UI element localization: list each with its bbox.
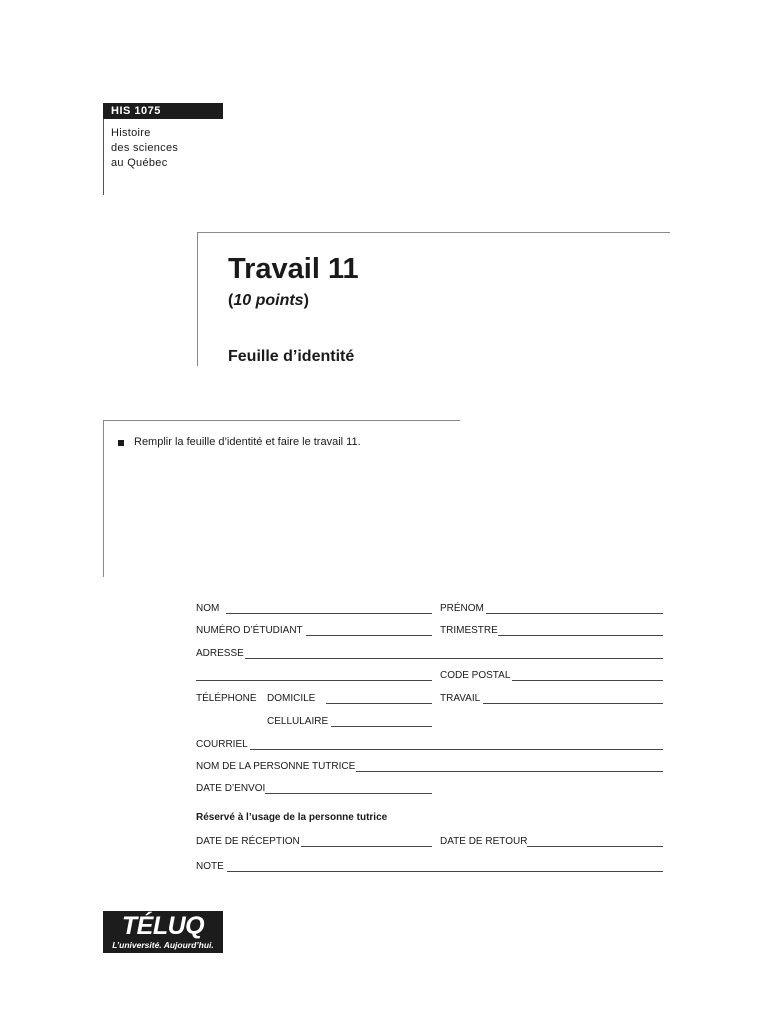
telephone-label: TÉLÉPHONE (196, 693, 257, 704)
course-code: HIS 1075 (103, 103, 223, 119)
points-paren-open: ( (228, 292, 234, 309)
assignment-subtitle: Feuille d’identité (228, 348, 355, 365)
trimestre-label: TRIMESTRE (440, 625, 498, 636)
course-title (111, 126, 178, 171)
points-paren-close: ) (303, 292, 309, 309)
courriel-field[interactable] (250, 749, 663, 750)
note-label: NOTE (196, 861, 224, 872)
assignment-title: Travail 11 (228, 253, 359, 285)
domicile-field[interactable] (326, 703, 432, 704)
assignment-frame-left (197, 232, 198, 366)
trimestre-field[interactable] (498, 635, 663, 636)
adresse-field[interactable] (245, 658, 663, 659)
course-title-line-1: Histoire (111, 127, 151, 139)
prenom-field[interactable] (486, 613, 663, 614)
prenom-label: PRÉNOM (440, 603, 484, 614)
travail-field[interactable] (483, 703, 663, 704)
domicile-label: DOMICILE (267, 693, 316, 704)
cellulaire-label: CELLULAIRE (267, 716, 329, 727)
assignment-frame-top (197, 232, 670, 233)
teluq-logo (103, 911, 223, 953)
assignment-points (228, 292, 309, 310)
tuteur-field[interactable] (356, 771, 663, 772)
nom-label: NOM (196, 603, 220, 614)
nom-field[interactable] (226, 613, 432, 614)
course-title-line-2: des sciences (111, 142, 179, 154)
courriel-label: COURRIEL (196, 739, 248, 750)
course-divider (103, 119, 104, 195)
logo-tagline: L’université. Aujourd’hui. (112, 940, 214, 950)
logo-wordmark: TÉLUQ (121, 912, 205, 940)
date-envoi-label: DATE D’ENVOI (196, 783, 266, 794)
note-field[interactable] (227, 871, 663, 872)
tuteur-label: NOM DE LA PERSONNE TUTRICE (196, 761, 356, 772)
cellulaire-field[interactable] (331, 726, 432, 727)
adresse-field-line-2[interactable] (196, 680, 432, 681)
numero-field[interactable] (306, 635, 432, 636)
date-retour-field[interactable] (527, 846, 663, 847)
instruction-text: Remplir la feuille d’identité et faire le travail 11. (134, 436, 361, 448)
code-postal-field[interactable] (512, 680, 663, 681)
numero-label: NUMÉRO D’ÉTUDIANT (196, 625, 303, 636)
code-postal-label: CODE POSTAL (440, 670, 511, 681)
date-reception-label: DATE DE RÉCEPTION (196, 836, 300, 847)
instruction-frame-top (103, 420, 460, 421)
date-retour-label: DATE DE RETOUR (440, 836, 528, 847)
reserved-heading: Réservé à l’usage de la personne tutrice (196, 812, 388, 823)
course-title-line-3: au Québec (111, 157, 168, 169)
adresse-label: ADRESSE (196, 648, 244, 659)
date-envoi-field[interactable] (265, 793, 432, 794)
points-value: 10 points (233, 292, 304, 309)
date-reception-field[interactable] (301, 846, 432, 847)
travail-label: TRAVAIL (440, 693, 481, 704)
instruction-frame-left (103, 420, 104, 577)
square-bullet-icon (118, 440, 124, 446)
